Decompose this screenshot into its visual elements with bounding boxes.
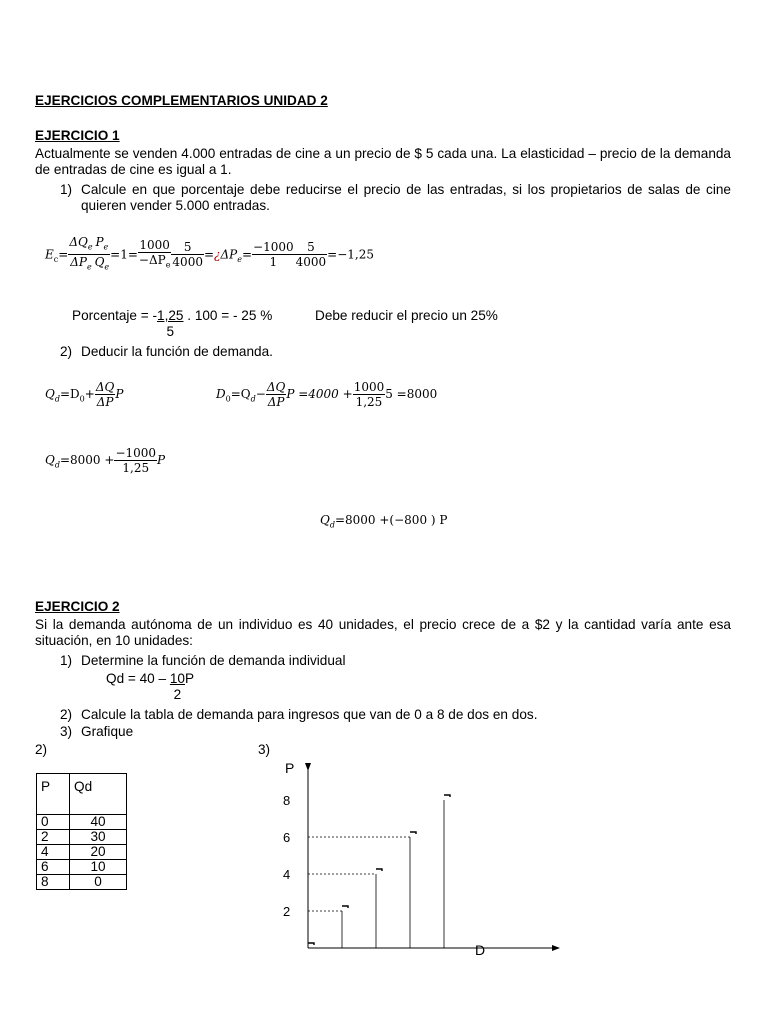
qd1-mid: =D bbox=[59, 387, 80, 401]
ec-f4-num: 5 bbox=[171, 240, 204, 255]
qd3-rest: =8000 +(−800 ) P bbox=[334, 513, 448, 527]
table-cell-qd: 30 bbox=[70, 830, 127, 845]
table-row bbox=[37, 830, 127, 845]
table-cell-qd: 40 bbox=[70, 815, 127, 830]
answer-2-label: 2) bbox=[35, 742, 48, 757]
x-axis-arrow-icon bbox=[552, 945, 560, 951]
table-cell-qd: 10 bbox=[70, 860, 127, 875]
qd2-mid: =8000 + bbox=[59, 453, 115, 467]
data-point-marker bbox=[376, 869, 382, 871]
y-tick-label: 4 bbox=[283, 867, 291, 882]
table-cell-p: 0 bbox=[37, 815, 70, 830]
ej2-item-3-number: 3) bbox=[60, 724, 73, 739]
table-cell-p: 6 bbox=[37, 860, 70, 875]
d0-result: 5 =8000 bbox=[385, 387, 438, 401]
percentage-fraction-num: 1,25 bbox=[157, 308, 184, 323]
ec-f3-den: −ΔP bbox=[138, 252, 166, 267]
d0-f2-den: 1,25 bbox=[355, 395, 383, 409]
demand-table bbox=[36, 773, 127, 890]
qd2-f-num: −1000 bbox=[115, 446, 157, 460]
ej1-question-1-number: 1) bbox=[60, 182, 73, 197]
data-point-marker bbox=[410, 832, 416, 834]
ec-f1-num: ΔQ bbox=[69, 235, 88, 249]
ec-f6-den: 4000 bbox=[295, 255, 327, 270]
ej1-question-2-text: Deducir la función de demanda. bbox=[81, 344, 273, 359]
percentage-note: Debe reducir el precio un 25% bbox=[315, 308, 498, 323]
qd1-p: P bbox=[115, 387, 124, 401]
percentage-result: . 100 = - 25 % bbox=[183, 308, 273, 323]
ec-lhs: E bbox=[45, 247, 54, 262]
data-point-marker bbox=[308, 943, 314, 945]
func-num: 10 bbox=[169, 671, 185, 686]
demand-function-general: $Q_d=D_0+$ $\frac{\Delta Q}{\Delta P}$ P bbox=[45, 380, 124, 409]
ej2-item-1-text: Determine la función de demanda individual bbox=[81, 653, 346, 668]
qd3-lhs: Q bbox=[320, 513, 330, 527]
func-left: Qd = 40 – bbox=[106, 671, 170, 686]
d0-mid: =Q bbox=[230, 387, 251, 401]
ec-eq3: = bbox=[241, 247, 253, 262]
page-title: EJERCICIOS COMPLEMENTARIOS UNIDAD 2 bbox=[35, 93, 328, 108]
qd1-f-num: ΔQ bbox=[95, 380, 115, 394]
qd2-lhs: Q bbox=[45, 453, 55, 467]
qd1-lhs: Q bbox=[45, 387, 55, 401]
y-tick-label: 2 bbox=[283, 904, 291, 919]
ej2-item-2-text: Calcule la tabla de demanda para ingresos que van de 0 a 8 de dos en dos. bbox=[81, 707, 538, 722]
ec-f5-den: 1 bbox=[269, 255, 278, 270]
d0-f2-num: 1000 bbox=[353, 380, 385, 394]
table-cell-p: 4 bbox=[37, 845, 70, 860]
ej2-item-2-number: 2) bbox=[60, 707, 73, 722]
table-header-row bbox=[37, 774, 127, 815]
x-axis-label: D bbox=[475, 942, 486, 958]
ej1-question-2-number: 2) bbox=[60, 344, 73, 359]
y-axis-label: P bbox=[285, 760, 295, 776]
ec-f6-num: 5 bbox=[295, 240, 328, 255]
percentage-line bbox=[72, 308, 272, 340]
ec-eq1: =1= bbox=[110, 247, 138, 262]
table-row bbox=[37, 815, 127, 830]
d0-f-num: ΔQ bbox=[266, 380, 286, 394]
elasticity-equation: $E_c=$ $\frac{\Delta Q_e}{\Delta P_e}$ $\frac{P_e}{Q_e}$ =1= $\frac{1000}{-\Delta P_e}$ $\frac{5}{4000}$ $=¿\Delta P_e=$ $\frac{-1000}{1}$ $\frac{5}{4000}$ =−1,25 bbox=[45, 235, 374, 272]
y-tick-label: 8 bbox=[283, 793, 291, 808]
ec-f3-num: 1000 bbox=[139, 237, 170, 252]
table-row bbox=[37, 845, 127, 860]
d0-lhs: D bbox=[216, 387, 226, 401]
ec-f2-den: Q bbox=[94, 255, 105, 270]
ej2-item-1-number: 1) bbox=[60, 653, 73, 668]
ec-f2-num: P bbox=[95, 235, 104, 249]
demand-graph bbox=[270, 755, 570, 965]
table-header-p: P bbox=[37, 774, 70, 815]
table-header-qd: Qd bbox=[70, 774, 127, 815]
table-cell-qd: 0 bbox=[70, 875, 127, 890]
ec-eq2: = bbox=[203, 247, 215, 262]
ec-result: =−1,25 bbox=[327, 247, 374, 262]
table-cell-p: 2 bbox=[37, 830, 70, 845]
demand-function-substituted: $Q_d=8000$ + $\frac{-1000}{1,25}$ P bbox=[45, 446, 166, 475]
table-cell-p: 8 bbox=[37, 875, 70, 890]
data-point-marker bbox=[444, 795, 450, 797]
ec-error-glyph: ¿ bbox=[214, 247, 221, 262]
autonomous-demand-equation: $D_0=Q_d-$ $\frac{\Delta Q}{\Delta P}$ P =4000 + $\frac{1000}{1,25}$ 5 =8000 bbox=[216, 380, 438, 409]
table-row bbox=[37, 860, 127, 875]
ejercicio-1-statement: Actualmente se venden 4.000 entradas de cine a un precio de $ 5 cada una. La elasticidad – precio de la demanda de entradas de cine es igual a 1. bbox=[35, 146, 731, 177]
ec-f4-den: 4000 bbox=[172, 255, 203, 270]
d0-mid2: P =4000 + bbox=[286, 387, 353, 401]
individual-demand-function bbox=[106, 671, 194, 703]
qd1-plus: + bbox=[84, 387, 95, 401]
func-right: P bbox=[185, 671, 195, 686]
demand-function-final: $Q_d=8000 +(-800$ ) P bbox=[320, 513, 448, 530]
qd1-f-den: ΔP bbox=[96, 395, 114, 409]
ec-f1-den: ΔP bbox=[70, 255, 87, 270]
ec-dp: ΔP bbox=[220, 247, 238, 262]
qd2-f-den: 1,25 bbox=[122, 461, 150, 475]
y-tick-label: 6 bbox=[283, 830, 291, 845]
qd2-p: P bbox=[157, 453, 166, 467]
percentage-label: Porcentaje = - bbox=[72, 308, 158, 323]
func-den: 2 bbox=[173, 687, 182, 702]
table-row bbox=[37, 875, 127, 890]
graph-axes bbox=[283, 760, 560, 958]
y-axis-arrow-icon bbox=[305, 763, 311, 771]
ec-f5-num: −1000 bbox=[253, 240, 294, 255]
answer-3-label: 3) bbox=[258, 742, 271, 757]
d0-f-den: ΔP bbox=[267, 395, 285, 409]
data-point-marker bbox=[342, 906, 348, 908]
ejercicio-2-heading: EJERCICIO 2 bbox=[35, 599, 120, 614]
table-cell-qd: 20 bbox=[70, 845, 127, 860]
graph-marks bbox=[308, 795, 450, 948]
ejercicio-1-heading: EJERCICIO 1 bbox=[35, 128, 120, 143]
ej1-question-1-text: Calcule en que porcentaje debe reducirse el precio de las entradas, si los propietarios de salas de cine quieren vender 5.000 entradas. bbox=[81, 182, 731, 213]
d0-minus: − bbox=[255, 387, 266, 401]
ej2-item-3-text: Grafique bbox=[81, 724, 134, 739]
ejercicio-2-statement: Si la demanda autónoma de un individuo es 40 unidades, el precio crece de a $2 y la cantidad varía ante esa situación, en 10 unidades: bbox=[35, 617, 731, 648]
percentage-fraction-den: 5 bbox=[166, 324, 175, 339]
